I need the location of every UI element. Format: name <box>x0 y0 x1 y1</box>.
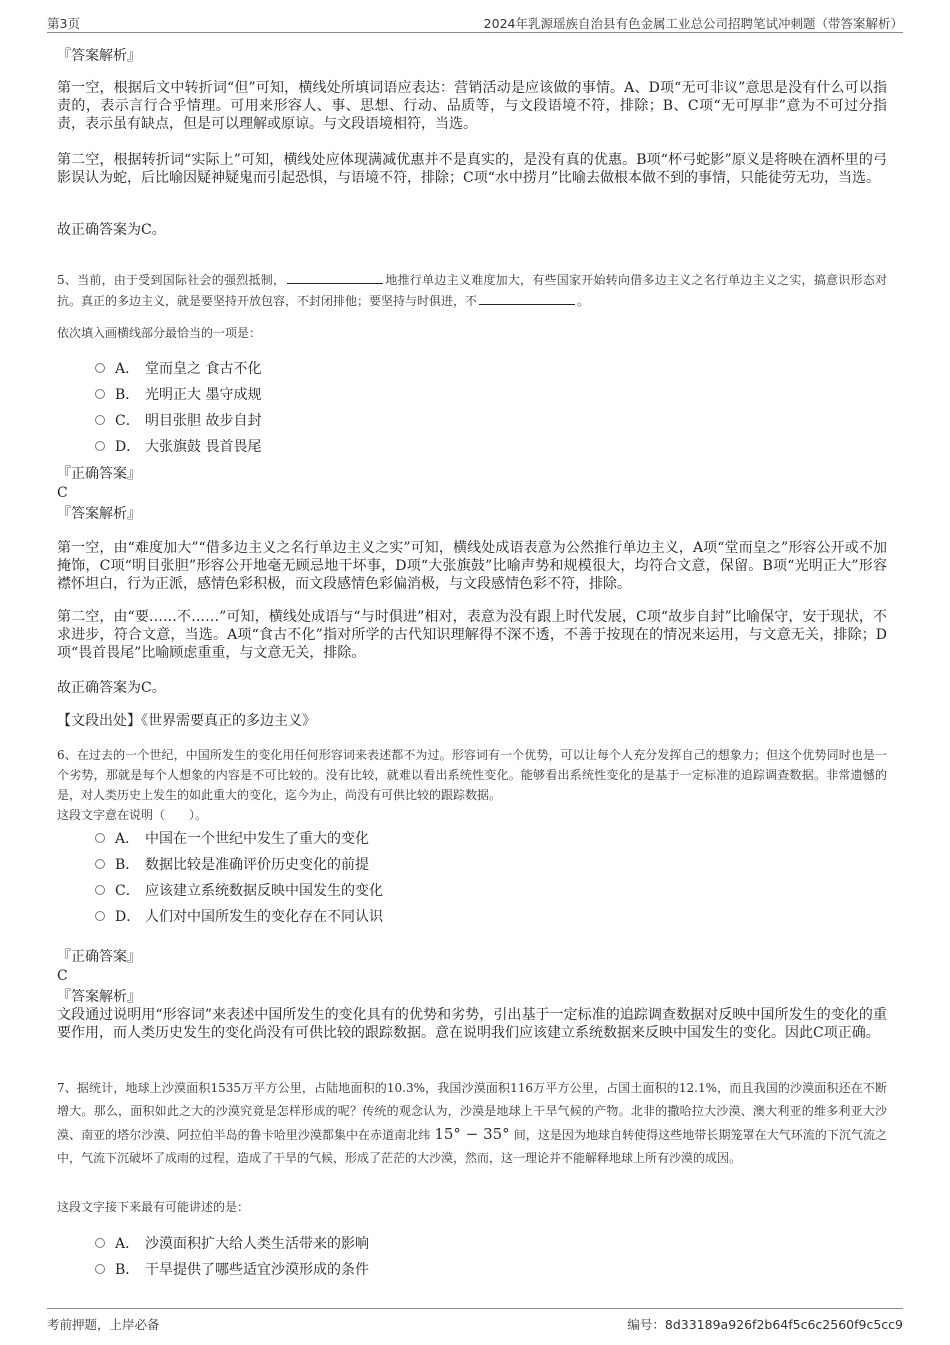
q6-option-b[interactable]: B． 数据比较是准确评价历史变化的前提 <box>95 855 369 875</box>
radio-icon[interactable] <box>95 441 105 451</box>
radio-icon[interactable] <box>95 389 105 399</box>
q4-analysis-label: 『答案解析』 <box>57 48 141 64</box>
q6-analysis-label: 『答案解析』 <box>57 989 141 1005</box>
q5-conclusion: 故正确答案为C。 <box>57 680 166 696</box>
q7-option-a[interactable]: A． 沙漠面积扩大给人类生活带来的影响 <box>95 1234 369 1254</box>
q5-answer: C <box>57 485 68 501</box>
q5-analysis-p2: 第二空，由“要……不……”可知，横线处成语与“与时俱进”相对，表意为没有跟上时代发展，C项“故步自封”比喻保守，安于现状，不求进步，符合文意，当选。A项“食古不化”指对所学的古代知识理解得不深不透，不善于按现在的情况来运用，与文意无关，排除；D项“畏首畏尾”比喻顾虑重重，与文意无关，排除。 <box>57 609 887 661</box>
q7-latitude-range: 15° − 35° <box>434 1125 510 1143</box>
document-title: 2024年乳源瑶族自治县有色金属工业总公司招聘笔试冲刺题（带答案解析） <box>483 16 903 31</box>
q5-analysis-label: 『答案解析』 <box>57 506 141 522</box>
footer-slogan: 考前押题，上岸必备 <box>47 1317 160 1332</box>
q6-analysis: 文段通过说明用“形容词”来表述中国所发生的变化具有的优势和劣势，引出基于一定标准的追踪调查数据对反映中国所发生的变化的重要作用，而人类历史发生的变化尚没有可供比较的跟踪数据。意在说明我们应该建立系统数据来反映中国发生的变化。因此C项正确。 <box>57 1007 887 1041</box>
document-id: 编号：8d33189a926f2b64f5c6c2560f9c5cc9 <box>627 1317 903 1332</box>
q6-option-a[interactable]: A． 中国在一个世纪中发生了重大的变化 <box>95 829 369 849</box>
q6-answer-label: 『正确答案』 <box>57 949 141 965</box>
q5-stem-part-a: 5、当前，由于受到国际社会的强烈抵制， <box>57 273 286 287</box>
q5-stem-part-c: 。 <box>577 294 590 308</box>
radio-icon[interactable] <box>95 363 105 373</box>
q6-option-d[interactable]: D． 人们对中国所发生的变化存在不同认识 <box>95 907 383 927</box>
q7-option-b[interactable]: B． 干旱提供了哪些适宜沙漠形成的条件 <box>95 1260 369 1280</box>
q7-stem-part-b: 间，这是因为地球自转使得这些地带长期笼罩在大气环流的下沉气流之中，气流下沉破坏了成雨的过程，造成了干旱的气候，形成了茫茫的大沙漠，然而，这一理论并不能解释地球上所有沙漠的成因。 <box>57 1128 887 1165</box>
page-footer <box>47 1308 903 1345</box>
q5-option-b[interactable]: B． 光明正大 墨守成规 <box>95 385 261 405</box>
q4-analysis-p1: 第一空，根据后文中转折词“但”可知，横线处所填词语应表达：营销活动是应该做的事情。A、D项“无可非议”意思是没有什么可以指责的，表示言行合乎情理。可用来形容人、事、思想、行动、品质等，与文段语境不符，排除；B、C项“无可厚非”意为不可过分指责，表示虽有缺点，但是可以理解或原谅。与文段语境相符，当选。 <box>57 80 887 132</box>
q7-stem <box>57 1077 887 1170</box>
radio-icon[interactable] <box>95 1264 105 1274</box>
radio-icon[interactable] <box>95 885 105 895</box>
q4-analysis-p2: 第二空，根据转折词“实际上”可知，横线处应体现满减优惠并不是真实的，是没有真的优惠。B项“杯弓蛇影”原义是将映在酒杯里的弓影误认为蛇，后比喻因疑神疑鬼而引起恐惧，与语境不符，排除；C项“水中捞月”比喻去做根本做不到的事情，只能徒劳无功，当选。 <box>57 152 887 186</box>
q7-prompt: 这段文字接下来最有可能讲述的是： <box>57 1200 250 1214</box>
radio-icon[interactable] <box>95 1238 105 1248</box>
q5-source: 【文段出处】《世界需要真正的多边主义》 <box>57 713 316 729</box>
radio-icon[interactable] <box>95 859 105 869</box>
q5-option-c[interactable]: C． 明目张胆 故步自封 <box>95 411 261 431</box>
q6-stem: 6、在过去的一个世纪，中国所发生的变化用任何形容词来表述都不为过。形容词有一个优势，可以让每个人充分发挥自己的想象力；但这个优势同时也是一个劣势，那就是每个人想象的内容是不可比较的。没有比较，就难以看出系统性变化。能够看出系统性变化的是基于一定标准的追踪调查数据。非常遗憾的是，对人类历史上发生的如此重大的变化，迄今为止，尚没有可供比较的跟踪数据。 <box>57 748 887 802</box>
page-header <box>47 10 903 33</box>
q5-prompt: 依次填入画横线部分最恰当的一项是： <box>57 326 262 340</box>
q4-conclusion: 故正确答案为C。 <box>57 222 166 238</box>
q5-option-d[interactable]: D． 大张旗鼓 畏首畏尾 <box>95 437 261 457</box>
page-number: 第3页 <box>47 16 80 31</box>
q5-stem-part-b: 地推行单边主义难度加大，有些国家开始转向借多边主义之名行单边主义之实，搞意识形态对抗。真正的多边主义，就是要坚持开放包容，不封闭排他；要坚持与时俱进，不 <box>57 273 887 308</box>
q5-stem <box>57 269 887 311</box>
q5-blank-1 <box>287 269 383 284</box>
radio-icon[interactable] <box>95 911 105 921</box>
q5-answer-label: 『正确答案』 <box>57 466 141 482</box>
q5-option-a[interactable]: A． 堂而皇之 食古不化 <box>95 359 261 379</box>
radio-icon[interactable] <box>95 833 105 843</box>
q5-analysis-p1: 第一空，由“难度加大”“借多边主义之名行单边主义之实”可知，横线处成语表意为公然推行单边主义，A项“堂而皇之”形容公开或不加掩饰，C项“明目张胆”形容公开地毫无顾忌地干坏事，D项“大张旗鼓”比喻声势和规模很大，均符合文意，保留。B项“光明正大”形容襟怀坦白，行为正派，感情色彩积极，而文段感情色彩偏消极，与文段感情色彩不符，排除。 <box>57 540 887 592</box>
radio-icon[interactable] <box>95 415 105 425</box>
q5-blank-2 <box>479 290 575 305</box>
q6-prompt: 这段文字意在说明（ ）。 <box>57 808 208 822</box>
q6-answer: C <box>57 968 68 984</box>
q7-stem-part-a: 7、据统计，地球上沙漠面积1535万平方公里，占陆地面积的10.3%，我国沙漠面积116万平方公里，占国土面积的12.1%，而且我国的沙漠面积还在不断增大。那么，面积如此之大的沙漠究竟是怎样形成的呢？传统的观念认为，沙漠是地球上干旱气候的产物。北非的撒哈拉大沙漠、澳大利亚的维多利亚大沙漠、南亚的塔尔沙漠、阿拉伯半岛的鲁卡哈里沙漠都集中在赤道南北纬 <box>57 1081 887 1142</box>
q6-option-c[interactable]: C． 应该建立系统数据反映中国发生的变化 <box>95 881 383 901</box>
